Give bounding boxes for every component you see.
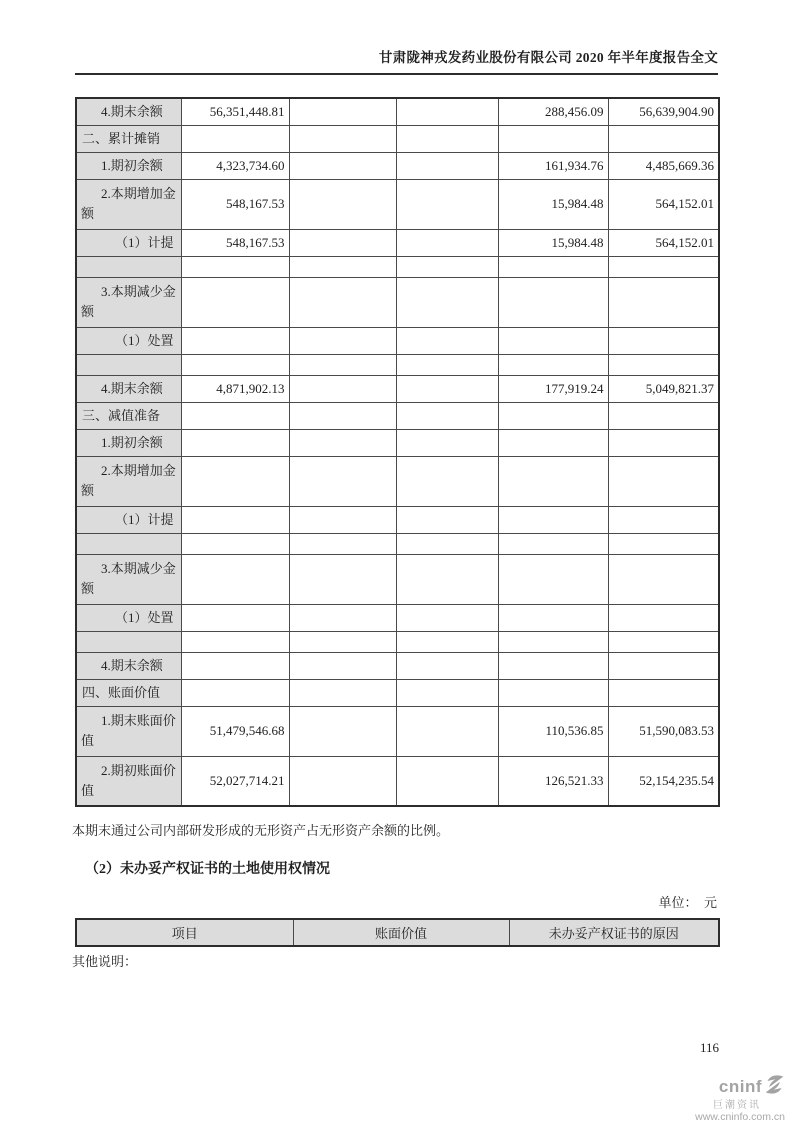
- value-cell: 4,485,669.36: [608, 152, 719, 179]
- value-cell: [289, 429, 396, 456]
- value-cell: [181, 679, 289, 706]
- value-cell: [608, 125, 719, 152]
- table-row: [76, 652, 719, 679]
- table-row: [76, 456, 719, 506]
- value-cell: [181, 604, 289, 631]
- cninfo-swoosh-icon: [764, 1074, 785, 1099]
- cninfo-logo: [695, 1074, 785, 1123]
- row-label-cell: 4.期末余额: [76, 98, 181, 125]
- value-cell: 110,536.85: [498, 706, 608, 756]
- table-row: [76, 152, 719, 179]
- table-header-row: [76, 919, 719, 946]
- value-cell: [608, 604, 719, 631]
- value-cell: 4,871,902.13: [181, 375, 289, 402]
- value-cell: [289, 375, 396, 402]
- value-cell: 51,479,546.68: [181, 706, 289, 756]
- value-cell: [608, 533, 719, 554]
- value-cell: [181, 554, 289, 604]
- value-cell: [498, 429, 608, 456]
- row-label-cell: 二、累计摊销: [76, 125, 181, 152]
- value-cell: [498, 277, 608, 327]
- value-cell: 15,984.48: [498, 229, 608, 256]
- value-cell: [181, 277, 289, 327]
- table-row: [76, 506, 719, 533]
- value-cell: [498, 554, 608, 604]
- cninfo-brand: cninf: [718, 1077, 762, 1096]
- value-cell: 15,984.48: [498, 179, 608, 229]
- value-cell: [289, 229, 396, 256]
- row-label-cell: 1.期末账面价值: [76, 706, 181, 756]
- value-cell: [181, 327, 289, 354]
- amortization-table: [75, 97, 720, 807]
- row-label-cell: （1）处置: [76, 604, 181, 631]
- row-label-cell: [76, 354, 181, 375]
- value-cell: 56,639,904.90: [608, 98, 719, 125]
- table-row: [76, 179, 719, 229]
- row-label-cell: （1）处置: [76, 327, 181, 354]
- value-cell: [396, 98, 498, 125]
- value-cell: [181, 402, 289, 429]
- value-cell: [396, 354, 498, 375]
- value-cell: 564,152.01: [608, 179, 719, 229]
- value-cell: [396, 152, 498, 179]
- value-cell: [181, 256, 289, 277]
- value-cell: [396, 327, 498, 354]
- value-cell: [396, 256, 498, 277]
- value-cell: [498, 652, 608, 679]
- value-cell: [498, 506, 608, 533]
- value-cell: [396, 652, 498, 679]
- value-cell: [608, 652, 719, 679]
- row-label-cell: [76, 533, 181, 554]
- value-cell: [498, 327, 608, 354]
- value-cell: 52,154,235.54: [608, 756, 719, 806]
- value-cell: 548,167.53: [181, 229, 289, 256]
- table-row: [76, 354, 719, 375]
- value-cell: [608, 554, 719, 604]
- value-cell: [608, 631, 719, 652]
- value-cell: 56,351,448.81: [181, 98, 289, 125]
- value-cell: [608, 456, 719, 506]
- note-intangible-ratio: 本期末通过公司内部研发形成的无形资产占无形资产余额的比例。: [72, 823, 450, 838]
- value-cell: [396, 179, 498, 229]
- value-cell: [289, 652, 396, 679]
- value-cell: [289, 125, 396, 152]
- value-cell: 126,521.33: [498, 756, 608, 806]
- row-label-cell: 3.本期减少金额: [76, 554, 181, 604]
- value-cell: [396, 631, 498, 652]
- table-row: [76, 229, 719, 256]
- table-row: [76, 706, 719, 756]
- row-label-cell: 三、减值准备: [76, 402, 181, 429]
- cninfo-url: www.cninfo.com.cn: [695, 1111, 785, 1123]
- value-cell: [181, 652, 289, 679]
- value-cell: [181, 456, 289, 506]
- value-cell: [498, 533, 608, 554]
- value-cell: [608, 256, 719, 277]
- value-cell: [608, 679, 719, 706]
- value-cell: [396, 456, 498, 506]
- table-header-cell: 未办妥产权证书的原因: [509, 919, 719, 946]
- value-cell: 548,167.53: [181, 179, 289, 229]
- table-row: [76, 402, 719, 429]
- row-label-cell: （1）计提: [76, 506, 181, 533]
- table-row: [76, 327, 719, 354]
- row-label-cell: 3.本期减少金额: [76, 277, 181, 327]
- value-cell: [396, 554, 498, 604]
- table-header-cell: 账面价值: [293, 919, 509, 946]
- row-label-cell: 4.期末余额: [76, 652, 181, 679]
- value-cell: [396, 604, 498, 631]
- value-cell: [396, 506, 498, 533]
- row-label-cell: [76, 631, 181, 652]
- value-cell: [396, 229, 498, 256]
- value-cell: [396, 125, 498, 152]
- value-cell: [289, 277, 396, 327]
- value-cell: 161,934.76: [498, 152, 608, 179]
- value-cell: [289, 604, 396, 631]
- value-cell: [396, 277, 498, 327]
- value-cell: [289, 456, 396, 506]
- value-cell: [608, 354, 719, 375]
- table-row: [76, 429, 719, 456]
- page-header-title: 甘肃陇神戎发药业股份有限公司 2020 年半年度报告全文: [75, 46, 718, 75]
- value-cell: [608, 429, 719, 456]
- table-row: [76, 98, 719, 125]
- table-row: [76, 554, 719, 604]
- value-cell: [498, 354, 608, 375]
- value-cell: [498, 402, 608, 429]
- value-cell: 5,049,821.37: [608, 375, 719, 402]
- row-label-cell: [76, 256, 181, 277]
- value-cell: [289, 179, 396, 229]
- value-cell: [396, 706, 498, 756]
- value-cell: [289, 706, 396, 756]
- value-cell: [608, 327, 719, 354]
- value-cell: [396, 402, 498, 429]
- value-cell: [608, 402, 719, 429]
- value-cell: [498, 125, 608, 152]
- table-header-cell: 项目: [76, 919, 293, 946]
- row-label-cell: 4.期末余额: [76, 375, 181, 402]
- table-row: [76, 125, 719, 152]
- value-cell: 51,590,083.53: [608, 706, 719, 756]
- value-cell: 564,152.01: [608, 229, 719, 256]
- value-cell: [396, 679, 498, 706]
- value-cell: [289, 756, 396, 806]
- value-cell: [289, 327, 396, 354]
- table-row: [76, 756, 719, 806]
- table-row: [76, 604, 719, 631]
- value-cell: 52,027,714.21: [181, 756, 289, 806]
- row-label-cell: 1.期初余额: [76, 152, 181, 179]
- row-label-cell: 2.本期增加金额: [76, 179, 181, 229]
- value-cell: [289, 256, 396, 277]
- section-heading-land-use: （2）未办妥产权证书的土地使用权情况: [85, 862, 330, 877]
- value-cell: [181, 506, 289, 533]
- row-label-cell: 2.本期增加金额: [76, 456, 181, 506]
- value-cell: [181, 533, 289, 554]
- value-cell: [289, 402, 396, 429]
- value-cell: [181, 354, 289, 375]
- row-label-cell: 1.期初余额: [76, 429, 181, 456]
- value-cell: [498, 679, 608, 706]
- cninfo-brand-line: [695, 1074, 785, 1099]
- value-cell: [289, 152, 396, 179]
- value-cell: [396, 533, 498, 554]
- value-cell: [396, 429, 498, 456]
- value-cell: [498, 604, 608, 631]
- value-cell: 177,919.24: [498, 375, 608, 402]
- value-cell: [181, 631, 289, 652]
- value-cell: [498, 256, 608, 277]
- value-cell: [608, 506, 719, 533]
- value-cell: [608, 277, 719, 327]
- table-row: [76, 375, 719, 402]
- value-cell: [289, 533, 396, 554]
- value-cell: [396, 375, 498, 402]
- value-cell: 288,456.09: [498, 98, 608, 125]
- value-cell: [498, 631, 608, 652]
- value-cell: [289, 554, 396, 604]
- cninfo-chinese-name: 巨潮资讯: [713, 1100, 761, 1111]
- value-cell: [181, 125, 289, 152]
- row-label-cell: 四、账面价值: [76, 679, 181, 706]
- value-cell: [396, 756, 498, 806]
- other-notes-label: 其他说明：: [72, 954, 138, 969]
- table-row: [76, 533, 719, 554]
- table-row: [76, 679, 719, 706]
- table-row: [76, 631, 719, 652]
- row-label-cell: （1）计提: [76, 229, 181, 256]
- unit-label: 单位： 元: [658, 895, 717, 910]
- value-cell: [289, 679, 396, 706]
- land-use-table: [75, 918, 720, 947]
- value-cell: [289, 98, 396, 125]
- value-cell: 4,323,734.60: [181, 152, 289, 179]
- table-row: [76, 256, 719, 277]
- row-label-cell: 2.期初账面价值: [76, 756, 181, 806]
- page-number: 116: [699, 1040, 719, 1055]
- value-cell: [289, 506, 396, 533]
- value-cell: [181, 429, 289, 456]
- value-cell: [289, 631, 396, 652]
- value-cell: [498, 456, 608, 506]
- table-row: [76, 277, 719, 327]
- value-cell: [289, 354, 396, 375]
